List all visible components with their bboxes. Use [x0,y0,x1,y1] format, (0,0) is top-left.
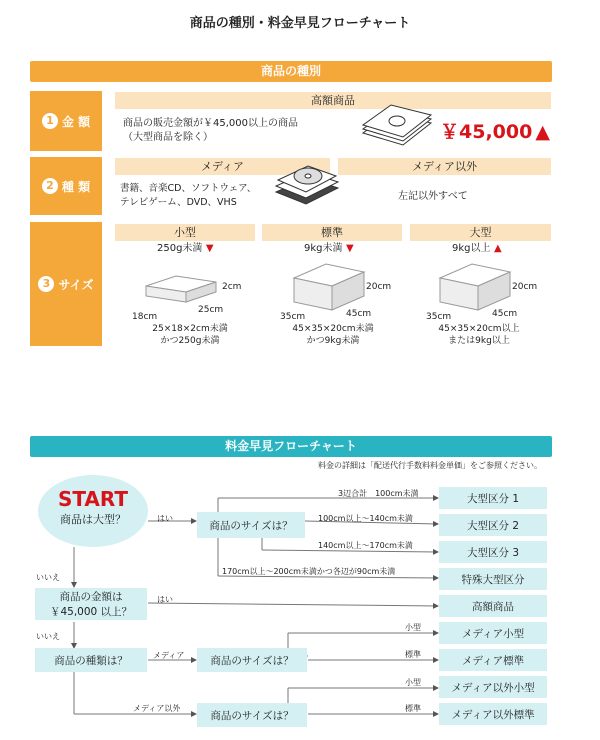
header-high-value: 高額商品 [115,92,551,109]
result-large-2: 大型区分 2 [439,514,547,536]
edge-no-2: いいえ [36,632,60,641]
up-arrow-icon: ▲ [535,121,550,143]
row-number: 3 [38,276,54,292]
q-size-node-3: 商品のサイズは？ [197,703,307,727]
desc-line: 商品の販売金額が￥45,000以上の商品 [123,118,298,129]
desc-line: 書籍、音楽CD、ソフトウェア、 [120,183,257,194]
result-non-media-small: メディア以外小型 [439,676,547,698]
edge-small-2: 小型 [405,678,421,687]
q-is-large: 商品は大型？ [60,513,126,526]
header-small: 小型 [115,224,255,241]
down-arrow-icon: ▼ [342,243,354,254]
q-amount-node [35,588,147,620]
edge-no-1: いいえ [36,573,60,582]
cond-1: 3辺合計 100cm未満 [338,489,419,498]
note-line: 25×18×2cm未満 [152,324,228,334]
limit-text: 9kg以上 [452,243,491,254]
q-amount-line: ￥45,000 以上？ [49,606,133,618]
note-line: 45×35×20cm以上 [438,324,520,334]
start-node [38,475,148,547]
q-type-node: 商品の種類は？ [35,648,147,672]
header-large: 大型 [410,224,551,241]
edge-media: メディア [153,651,185,660]
cond-4: 170cm以上～200cm未満かつ各辺が90cm未満 [222,567,396,576]
q-size-node-1: 商品のサイズは？ [197,512,305,538]
row-label-text: 種 類 [61,179,91,194]
dim-width-standard: 45cm [346,309,372,319]
result-high-value: 高額商品 [439,595,547,617]
result-media-standard: メディア標準 [439,649,547,671]
desc-line: テレビゲーム、DVD、VHS [120,197,237,208]
limit-text: 250g未満 [157,243,203,254]
note-line: かつ9kg未満 [306,336,360,346]
edge-standard-1: 標準 [405,650,421,659]
result-large-1: 大型区分 1 [439,487,547,509]
dim-depth-small: 18cm [132,312,158,322]
header-media: メディア [115,158,330,175]
section-banner-product-type: 商品の種別 [30,61,552,82]
dim-height-standard: 20cm [366,282,392,292]
cond-3: 140cm以上～170cm未満 [318,541,413,550]
q-amount-line: 商品の金額は [59,591,123,603]
dim-depth-large: 35cm [426,312,452,322]
cond-2: 100cm以上～140cm未満 [318,514,413,523]
flowchart-note: 料金の詳細は「配送代行手数料料金単価」をご参照ください。 [318,461,542,470]
edge-yes-2: はい [157,595,173,604]
header-standard: 標準 [262,224,402,241]
dim-width-small: 25cm [198,305,224,315]
row-label-text: サイズ [58,277,94,292]
non-media-description: 左記以外すべて [398,191,468,202]
note-line: 45×35×20cm未満 [292,324,374,334]
result-large-3: 大型区分 3 [439,541,547,563]
row-number: 2 [42,178,58,194]
desc-line: （大型商品を除く） [123,132,213,143]
dim-depth-standard: 35cm [280,312,306,322]
row-label-text: 金 額 [61,114,91,129]
dim-height-large: 20cm [512,282,538,292]
dim-width-large: 45cm [492,309,518,319]
start-label: START [57,487,129,511]
dim-height-small: 2cm [222,282,242,292]
row-number: 1 [42,113,58,129]
edge-small-1: 小型 [405,623,421,632]
limit-text: 9kg未満 [304,243,343,254]
up-arrow-icon: ▲ [490,243,502,254]
down-arrow-icon: ▼ [202,243,214,254]
edge-media-other: メディア以外 [133,704,181,713]
q-size-node-2: 商品のサイズは？ [197,648,307,672]
note-line: または9kg以上 [448,336,510,346]
result-special-large: 特殊大型区分 [439,568,547,590]
header-non-media: メディア以外 [338,158,551,175]
edge-standard-2: 標準 [405,704,421,713]
result-non-media-standard: メディア以外標準 [439,703,547,725]
result-media-small: メディア小型 [439,622,547,644]
section-banner-flowchart: 料金早見フローチャート [30,436,552,457]
edge-yes-1: はい [157,514,173,523]
amount-value-text: ￥45,000 [440,121,533,143]
note-line: かつ250g未満 [160,336,220,346]
page-title: 商品の種別・料金早見フローチャート [189,16,411,31]
